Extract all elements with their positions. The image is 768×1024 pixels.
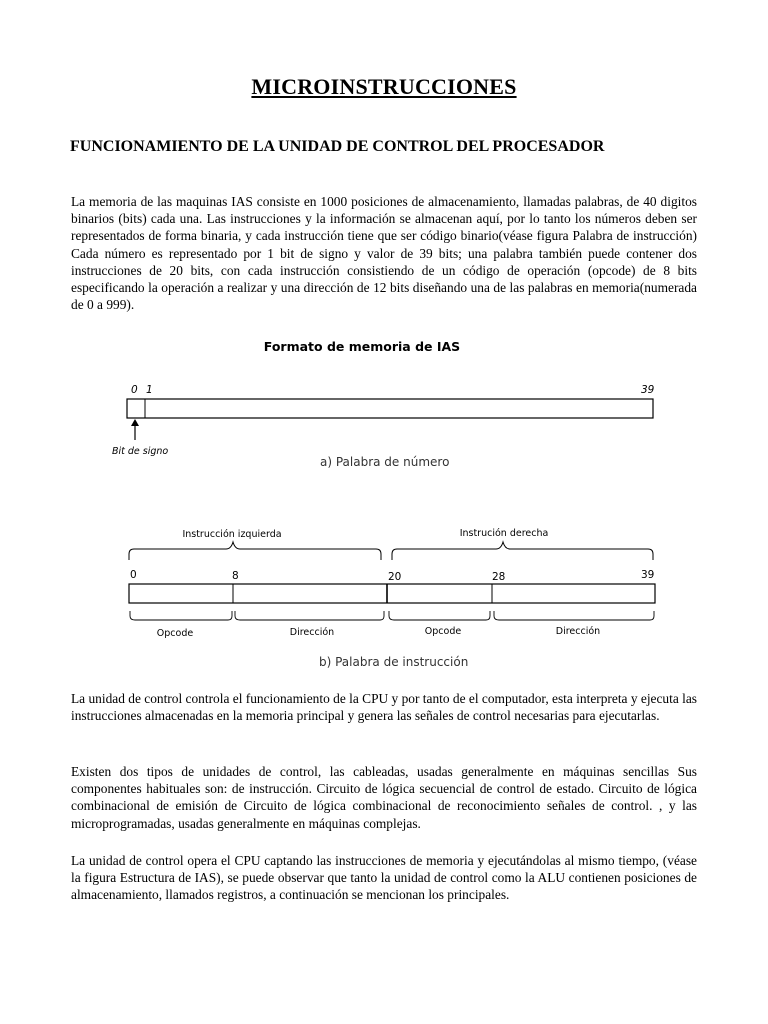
field-address-left: Dirección [289, 627, 335, 638]
field-opcode-left: Opcode [156, 628, 194, 639]
instr-bit-8: 8 [232, 570, 239, 582]
paragraph-control-unit-types: Existen dos tipos de unidades de control, las cableadas, usadas generalmente en máquinas sencillas Sus componentes habituales son: de instrucción. Circuito de lógica secuencial de control de estado. Circuito de lógica combinacional de emisión de Circuito de lógica combinacional de reconocimiento señales de control. , y las microprogramadas, usadas generalmente en máquinas complejas. [71, 764, 697, 831]
figure-title: Formato de memoria de IAS [263, 339, 461, 354]
number-word-caption: a) Palabra de número [320, 455, 450, 469]
instr-bit-20: 20 [388, 571, 402, 583]
right-instruction-label: Instrución derecha [459, 528, 549, 539]
ias-memory-format-figure [100, 330, 670, 670]
paragraph-ias-memory: La memoria de las maquinas IAS consiste en 1000 posiciones de almacenamiento, llamadas palabras, de 40 digitos binarios (bits) cada una. Las instrucciones y la información se almacenan aquí, por lo tanto los números deben ser representados de forma binaria, y cada instrucción tiene que ser código binario(véase figura Palabra de instrucción) Cada número es representado por 1 bit de signo y valor de 39 bits; una palabra también puede contener dos instrucciones de 20 bits, con cada instrucción consistiendo de un código de operación (opcode) de 8 bits especificando la operación a realizar y una dirección de 12 bits diseñando una de las palabras en memoria(numerada de 0 a 999). [71, 194, 697, 313]
instr-bit-39: 39 [641, 569, 655, 581]
brace-opcode-left [130, 611, 232, 620]
left-instruction-label: Instrucción izquierda [182, 529, 282, 540]
section-heading: FUNCIONAMIENTO DE LA UNIDAD DE CONTROL DEL PROCESADOR [70, 138, 605, 155]
bit-label-0: 0 [131, 384, 138, 396]
bit-label-1: 1 [146, 384, 153, 396]
brace-address-left [235, 611, 384, 620]
paragraph-control-unit-operation: La unidad de control opera el CPU captando las instrucciones de memoria y ejecutándolas al mismo tiempo, (véase la figura Estructura de IAS), se puede observar que tanto la unidad de control como la ALU contienen posiciones de almacenamiento, llamados registros, a continuación se mencionan los principales. [71, 853, 697, 903]
paragraph-control-unit: La unidad de control controla el funcionamiento de la CPU y por tanto de el computador, esta interpreta y ejecuta las instrucciones almacenadas en la memoria principal y genera las señales de control necesarias para ejecutarlas. [71, 691, 698, 724]
instruction-word-caption: b) Palabra de instrucción [319, 655, 469, 669]
brace-opcode-right [389, 611, 490, 620]
field-address-right: Dirección [555, 626, 601, 637]
brace-address-right [494, 611, 654, 620]
sign-bit-label: Bit de signo [112, 446, 169, 457]
page-title: MICROINSTRUCCIONES [251, 74, 517, 99]
sign-bit-arrowhead [131, 419, 139, 426]
number-word-box [127, 399, 653, 418]
instr-bit-28: 28 [492, 571, 506, 583]
instr-bit-0: 0 [130, 569, 137, 581]
instruction-word-box [129, 584, 655, 603]
right-instruction-brace [392, 542, 653, 560]
left-instruction-brace [129, 542, 381, 560]
field-opcode-right: Opcode [424, 626, 462, 637]
bit-label-39: 39 [641, 384, 655, 396]
